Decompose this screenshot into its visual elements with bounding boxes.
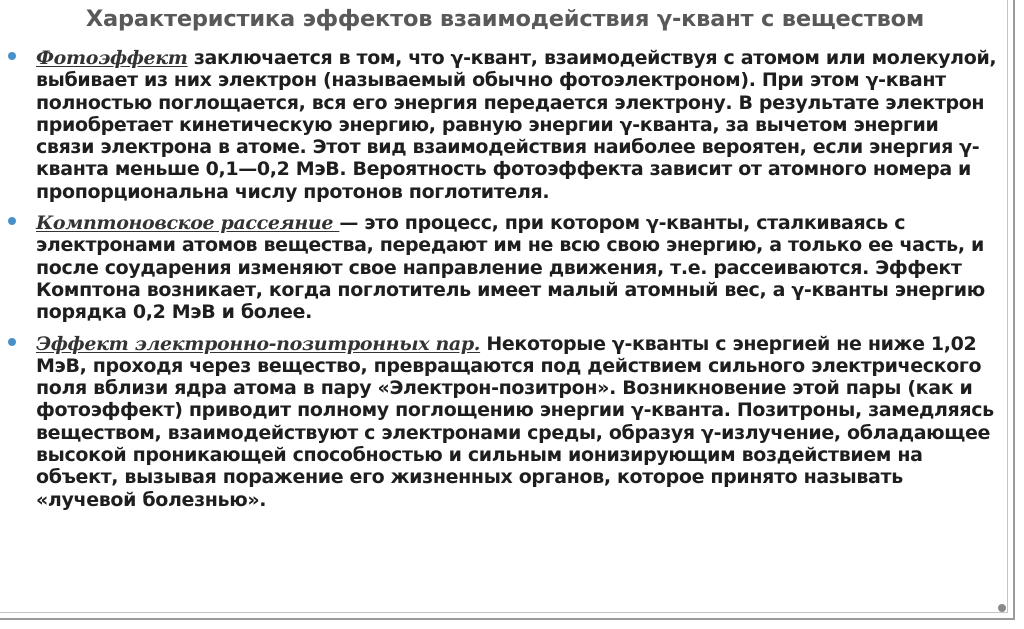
- bullet-item-photoeffect: [8, 47, 998, 203]
- term-pair-production: Эффект электронно-позитронных пар.: [36, 332, 481, 355]
- slide-title: Характеристика эффектов взаимодействия γ-квант с веществом: [85, 6, 925, 32]
- term-compton: Комптоновское рассеяние: [36, 212, 340, 235]
- bullet-icon: [8, 217, 16, 225]
- bullet-item-pair-production: [8, 333, 998, 511]
- description-photoeffect: заключается в том, что γ-квант, взаимодействуя с атомом или молекулой, выбивает из них электрон (называемый обычно фотоэлектроном). При этом γ-квант полностью поглощается, вся его энергия передается электрону. В результате электрон приобретает кинетическую энергию, равную энергии γ-кванта, за вычетом энергии связи электрона в атоме. Этот вид взаимодействия наиболее вероятен, если энергия γ-кванта меньше 0,1—0,2 МэВ. Вероятность фотоэффекта зависит от атомного номера и пропорциональна числу протонов поглотителя.: [36, 47, 997, 203]
- description-compton: — это процесс, при котором γ-кванты, сталкиваясь с электронами атомов вещества, передают им не всю свою энергию, а только ее часть, и после соударения изменяют свое направление движения, т.е. рассеиваются. Эффект Комптона возникает, когда поглотитель имеет малый атомный вес, а γ-кванты энергию порядка 0,2 МэВ и более.: [36, 212, 985, 324]
- description-pair-production: Некоторые γ-кванты с энергией не ниже 1,02 МэВ, проходя через вещество, превращаются под действием сильного электрического поля вблизи ядра атома в пару «Электрон-позитрон». Возникновение этой пары (как и фотоэффект) приводит полному поглощению энергии γ-кванта. Позитроны, замедляясь веществом, взаимодействуют с электронами среды, образуя γ-излучение, обладающее высокой проникающей способностью и сильным ионизирующим воздействием на объект, вызывая поражение его жизненных органов, которое принято называть «лучевой болезнью».: [36, 332, 994, 511]
- frame-corner-dot: [998, 604, 1006, 612]
- bullet-icon: [8, 338, 16, 346]
- bullet-icon: [8, 52, 16, 60]
- bullet-item-compton: [8, 212, 998, 323]
- term-photoeffect: Фотоэффект: [36, 47, 188, 69]
- slide-content: [8, 47, 998, 520]
